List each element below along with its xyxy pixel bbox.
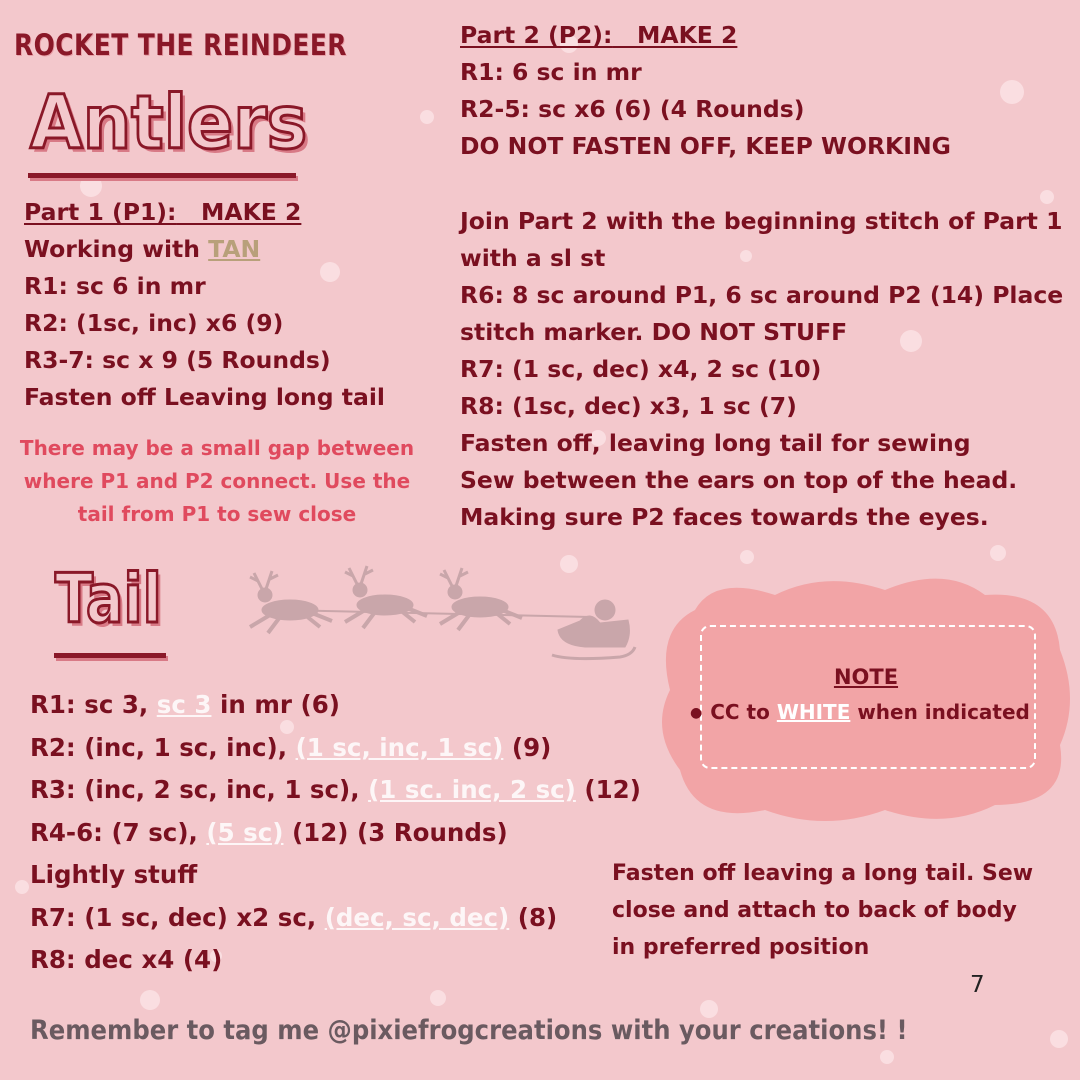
- snow-dot: [420, 110, 434, 124]
- white-color-label: WHITE: [776, 700, 851, 724]
- snow-dot: [740, 550, 754, 564]
- tail-title: Tail: [55, 560, 162, 639]
- tail-row: R7: (1 sc, dec) x2 sc, (dec, sc, dec) (8): [30, 902, 558, 932]
- join-row: Sew between the ears on top of the head.: [460, 466, 1018, 494]
- part1-working-with: Working with TAN: [24, 235, 261, 263]
- part2-row: DO NOT FASTEN OFF, KEEP WORKING: [460, 132, 951, 160]
- snow-dot: [880, 1050, 894, 1064]
- snow-dot: [990, 545, 1006, 561]
- reindeer-sleigh-icon: [240, 555, 640, 670]
- tail-title-underline: [54, 653, 166, 658]
- gap-note: There may be a small gap between where P1 and P2 connect. Use the tail from P1 to sew close: [19, 436, 415, 526]
- join-row: R7: (1 sc, dec) x4, 2 sc (10): [460, 355, 822, 383]
- part1-row: R1: sc 6 in mr: [24, 272, 206, 300]
- footer-tag-reminder: Remember to tag me @pixiefrogcreations with your creations! !: [30, 1015, 908, 1046]
- tail-finish-instructions: Fasten off leaving a long tail. Sew close and attach to back of body in preferred position: [612, 861, 1034, 960]
- part1-heading: Part 1 (P1): MAKE 2: [24, 198, 302, 226]
- tail-row: Lightly stuff: [30, 860, 198, 889]
- tail-instructions: [30, 684, 641, 982]
- antlers-part1: [24, 194, 385, 416]
- snow-dot: [1000, 80, 1024, 104]
- antlers-part2: [460, 17, 951, 165]
- note-line: ● CC to WHITE when indicated: [690, 700, 1030, 724]
- antlers-title-underline: [28, 173, 296, 178]
- snow-dot: [15, 880, 29, 894]
- sleigh-icon: [552, 600, 635, 659]
- part2-heading: Part 2 (P2): MAKE 2: [460, 21, 738, 49]
- brand-title: ROCKET THE REINDEER: [14, 28, 347, 62]
- snow-dot: [1050, 1030, 1068, 1048]
- tan-color-label: TAN: [208, 235, 261, 263]
- reindeer-icon: [440, 568, 522, 630]
- note-title: NOTE: [833, 665, 899, 689]
- part2-row: R2-5: sc x6 (6) (4 Rounds): [460, 95, 805, 123]
- reindeer-icon: [345, 566, 427, 628]
- join-row: Making sure P2 faces towards the eyes.: [460, 503, 989, 531]
- tail-row: R1: sc 3, sc 3 in mr (6): [30, 690, 340, 719]
- join-row: Fasten off, leaving long tail for sewing: [460, 429, 971, 457]
- join-row: R8: (1sc, dec) x3, 1 sc (7): [460, 392, 797, 420]
- part1-row: R2: (1sc, inc) x6 (9): [24, 309, 284, 337]
- snow-dot: [1040, 190, 1054, 204]
- part1-row: Fasten off Leaving long tail: [24, 383, 385, 411]
- join-row: stitch marker. DO NOT STUFF: [460, 318, 848, 346]
- note-dashed-border: [700, 625, 1036, 769]
- antlers-title: Antlers: [30, 80, 308, 166]
- part1-row: R3-7: sc x 9 (5 Rounds): [24, 346, 331, 374]
- tail-row: R3: (inc, 2 sc, inc, 1 sc), (1 sc. inc, 2 sc) (12): [30, 775, 641, 804]
- snow-dot: [140, 990, 160, 1010]
- join-row: Join Part 2 with the beginning stitch of Part 1: [460, 207, 1063, 235]
- snow-dot: [430, 990, 446, 1006]
- part2-row: R1: 6 sc in mr: [460, 58, 642, 86]
- tail-row: R2: (inc, 1 sc, inc), (1 sc, inc, 1 sc) (9): [30, 732, 552, 762]
- page-number: 7: [970, 972, 985, 998]
- join-row: R6: 8 sc around P1, 6 sc around P2 (14) Place: [460, 281, 1064, 309]
- join-row: with a sl st: [460, 244, 606, 272]
- tail-row: R4-6: (7 sc), (5 sc) (12) (3 Rounds): [30, 817, 508, 847]
- tail-row: R8: dec x4 (4): [30, 945, 223, 974]
- reindeer-icon: [250, 571, 332, 633]
- antlers-join-instructions: [460, 203, 1063, 536]
